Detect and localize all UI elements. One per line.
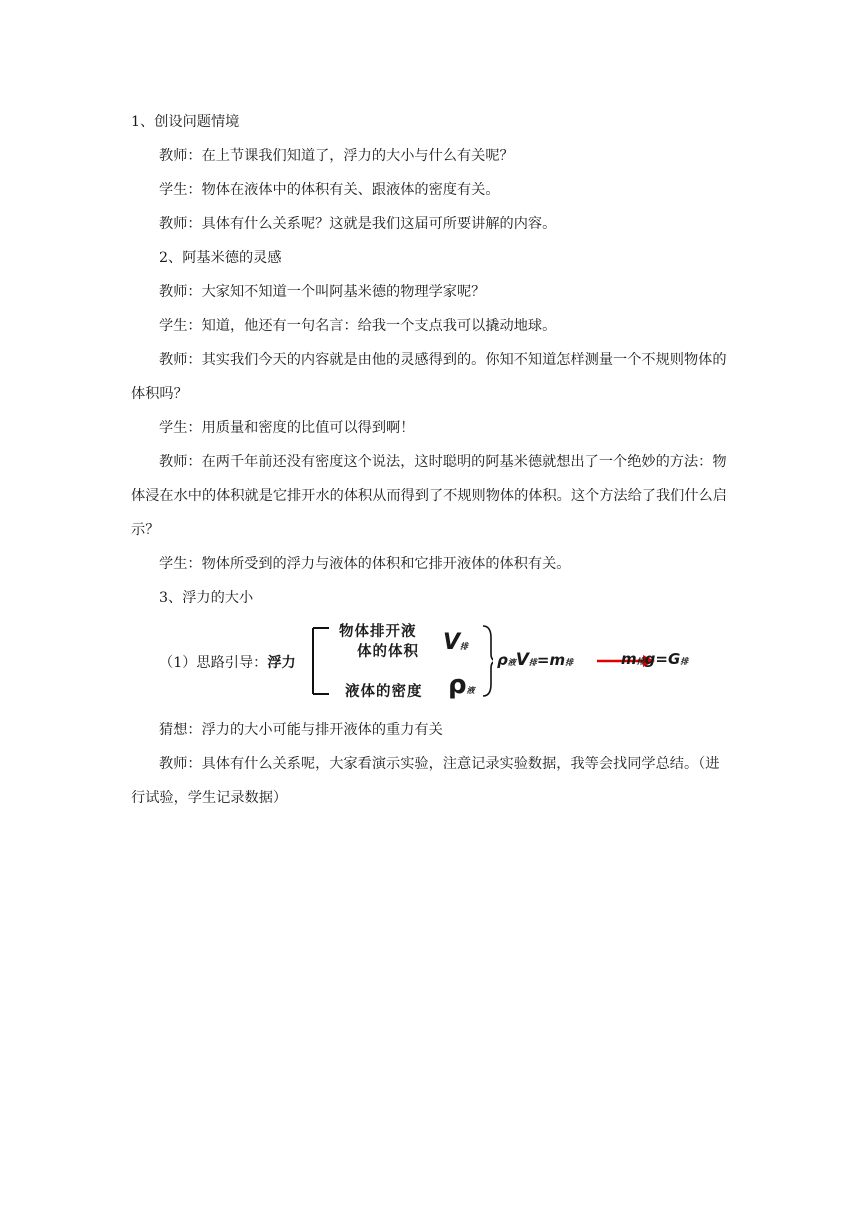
dialogue-line: 教师：在上节课我们知道了，浮力的大小与什么有关呢？ bbox=[159, 148, 514, 164]
v-subscript: 排 bbox=[460, 642, 469, 651]
dialogue-line: 教师：具体有什么关系呢？这就是我们这届可所要讲解的内容。 bbox=[159, 216, 557, 232]
formula-prefix: （1）思路引导： bbox=[159, 655, 268, 671]
eq-mass-sub: 排 bbox=[565, 658, 574, 667]
upper-text-2: 体的体积 bbox=[357, 643, 419, 660]
buoyancy-reasoning-diagram bbox=[159, 616, 739, 706]
eq-rho-sub: 液 bbox=[507, 658, 516, 667]
section-heading-3: 3、浮力的大小 bbox=[159, 590, 254, 606]
section-heading-2: 2、阿基米德的灵感 bbox=[159, 250, 282, 266]
rho-letter: ρ bbox=[448, 670, 467, 700]
dialogue-paragraph: 教师：在两千年前还没有密度这个说法，这时聪明的阿基米德就想出了一个绝妙的方法：物体浸在水中的体积就是它排开水的体积从而得到了不规则物体的体积。这个方法给了我们什么启示？ bbox=[131, 454, 727, 538]
formula-lead bbox=[159, 652, 296, 672]
eq-v-sub: 排 bbox=[528, 658, 537, 667]
eq-rho: ρ bbox=[497, 651, 508, 669]
eq-mass: =m bbox=[536, 651, 566, 669]
dialogue-line: 学生：知道，他还有一句名言：给我一个支点我可以撬动地球。 bbox=[159, 318, 557, 334]
volume-symbol bbox=[443, 630, 468, 655]
dialogue-line: 教师：大家知不知道一个叫阿基米德的物理学家呢？ bbox=[159, 284, 486, 300]
formula-subject: 浮力 bbox=[267, 655, 296, 671]
eq-v: V bbox=[515, 650, 529, 670]
hypothesis-line: 猜想：浮力的大小可能与排开液体的重力有关 bbox=[159, 722, 443, 738]
dialogue-line: 学生：物体在液体中的体积有关、跟液体的密度有关。 bbox=[159, 182, 500, 198]
eq-m2: m bbox=[621, 650, 637, 668]
rho-subscript: 液 bbox=[466, 686, 475, 695]
left-bracket-icon bbox=[313, 628, 329, 694]
derivation-equation bbox=[497, 650, 573, 670]
weight-equation bbox=[621, 650, 688, 668]
dialogue-line: 学生：物体所受到的浮力与液体的体积和它排开液体的体积有关。 bbox=[159, 556, 571, 572]
dialogue-paragraph: 教师：具体有什么关系呢，大家看演示实验，注意记录实验数据，我等会找同学总结。（进行试验，学生记录数据） bbox=[131, 756, 720, 806]
eq-weight-sub: 排 bbox=[680, 657, 689, 666]
lower-text: 液体的密度 bbox=[345, 683, 423, 700]
eq-m2-sub: 排 bbox=[636, 657, 645, 666]
section-heading-1: 1、创设问题情境 bbox=[131, 114, 240, 130]
v-letter: V bbox=[443, 630, 461, 655]
dialogue-line: 学生：用质量和密度的比值可以得到啊！ bbox=[159, 420, 415, 436]
density-symbol bbox=[448, 670, 475, 700]
dialogue-paragraph: 教师：其实我们今天的内容就是由他的灵感得到的。你知不知道怎样测量一个不规则物体的体积吗？ bbox=[131, 352, 727, 402]
upper-text-1: 物体排开液 bbox=[339, 623, 417, 640]
eq-weight: g=G bbox=[644, 650, 681, 668]
right-brace-icon bbox=[483, 626, 493, 696]
